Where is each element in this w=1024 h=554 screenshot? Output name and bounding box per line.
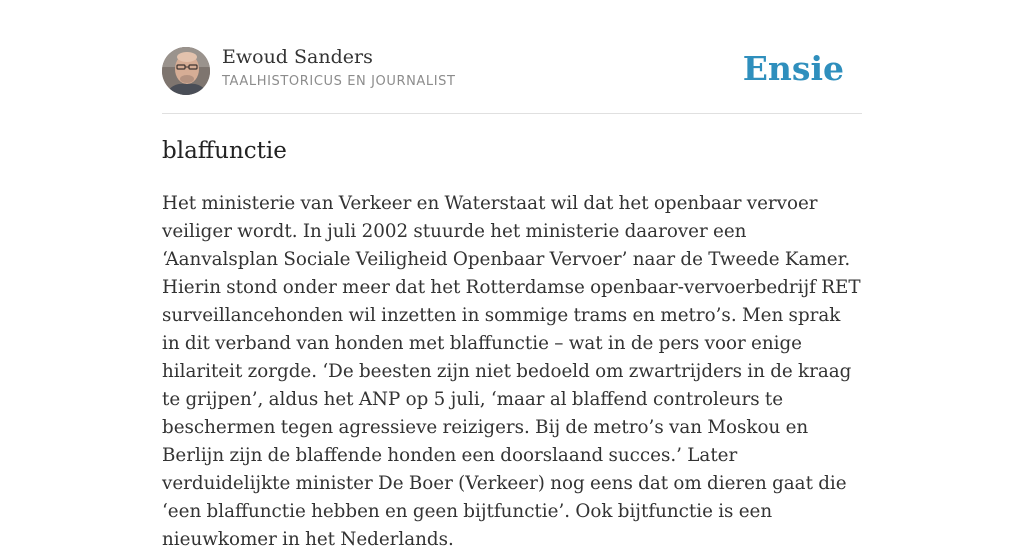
avatar-photo [162, 47, 210, 95]
article-title: blaffunctie [162, 138, 287, 164]
author-header [162, 46, 862, 96]
header-divider [162, 113, 862, 114]
brand-logo[interactable]: Ensie [742, 49, 844, 88]
author-role: TAALHISTORICUS EN JOURNALIST [222, 74, 456, 89]
author-avatar[interactable] [162, 47, 210, 95]
article-card [162, 0, 862, 550]
article-body: Het ministerie van Verkeer en Waterstaat wil dat het openbaar vervoer veiliger wordt. In juli 2002 stuurde het ministerie daarover een ‘Aanvalsplan Sociale Veiligheid Openbaar Vervoer’ naar de Tweede Kamer. Hierin stond onder meer dat het Rotterdamse openbaar-vervoerbedrijf RET surveillancehonden wil inzetten in sommige trams en metro’s. Men sprak in dit verband van honden met blaffunctie – wat in de pers voor enige hilariteit zorgde. ‘De beesten zijn niet bedoeld om zwartrijders in de kraag te grijpen’, aldus het ANP op 5 juli, ‘maar al blaffend controleurs te beschermen tegen agressieve reizigers. Bij de metro’s van Moskou en Berlijn zijn de blaffende honden een doorslaand succes.’ Later verduidelijkte minister De Boer (Verkeer) nog eens dat om dieren gaat die ‘een blaffunctie hebben en geen bijtfunctie’. Ook bijtfunctie is een nieuwkomer in het Nederlands. [162, 193, 861, 550]
author-name[interactable]: Ewoud Sanders [222, 46, 373, 68]
